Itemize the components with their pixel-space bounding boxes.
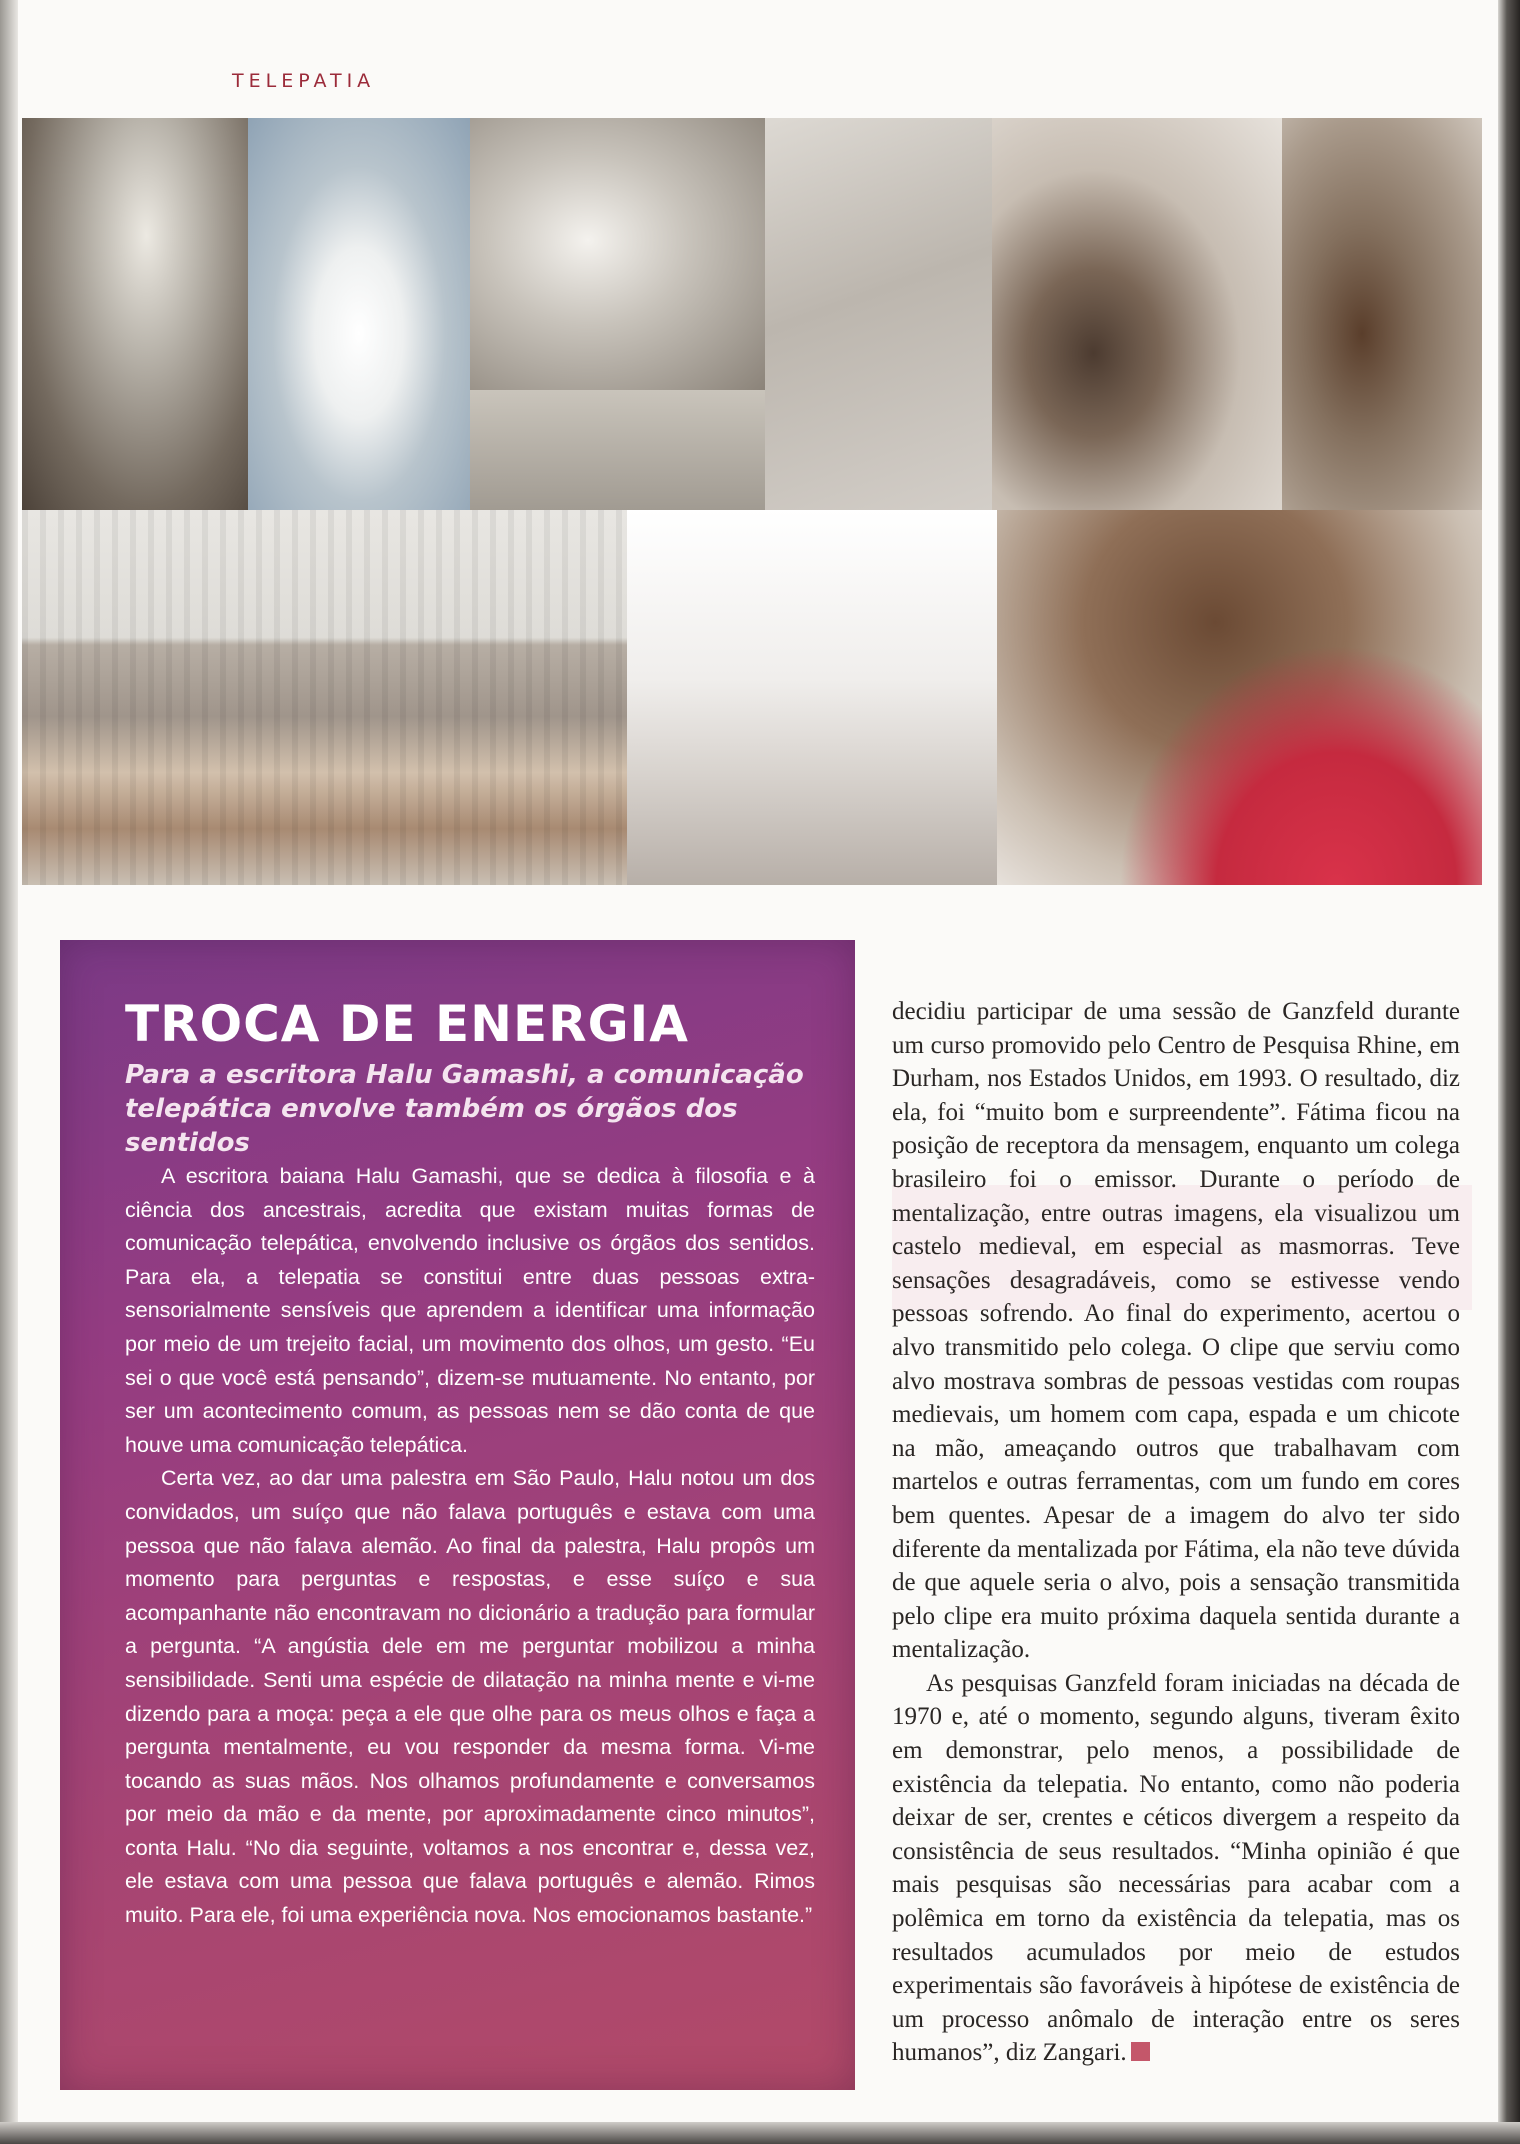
section-label: TELEPATIA xyxy=(232,70,376,92)
sidebar-paragraph: A escritora baiana Halu Gamashi, que se dedica à filosofia e à ciência dos ancestrais, acredita que existam muitas formas de comunicação telepática, envolvendo inclusive os órgãos dos sentidos. Para ela, a telepatia se constitui entre duas pessoas extra-sensorialmente sensíveis que aprendem a identificar uma informação por meio de um trejeito facial, um movimento dos olhos, um gesto. “Eu sei o que você está pensando”, dizem-se mutuamente. No entanto, por ser um acontecimento comum, as pessoas nem se dão conta de que houve uma comunicação telepática. xyxy=(125,1164,815,1457)
article-paragraph: decidiu participar de uma sessão de Ganzfeld durante um curso promovido pelo Centro de Pesquisa Rhine, em Durham, nos Estados Unidos, em 1993. O resultado, diz ela, foi “muito bom e surpreendente”. Fátima ficou na posição de receptora da mensagem, enquanto um colega brasileiro foi o emissor. Durante o período de mentalização, entre outras imagens, ela visualizou um castelo medieval, em especial as masmorras. Teve sensações desagradáveis, como se estivesse vendo pessoas sofrendo. Ao final do experimento, acertou o alvo transmitido pelo colega. O clipe que serviu como alvo mostrava sombras de pessoas vestidas com roupas medievais, um homem com capa, espada e um chicote na mão, ameaçando outros que trabalhavam com martelos e outras ferramentas, com um fundo em cores bem quentes. Apesar de a imagem do alvo ter sido diferente da mentalizada por Fátima, ela não teve dúvida de que aquele seria o alvo, pois a sensação transmitida pelo clipe era muito próxima daquela sentida durante a mentalização. xyxy=(892,998,1460,1664)
photo-collage xyxy=(0,0,1520,900)
sidebar-subtitle: Para a escritora Halu Gamashi, a comunicação telepática envolve também os órgãos dos sentidos xyxy=(125,1060,804,1158)
cloud-photo-tile xyxy=(470,118,765,390)
sidebar-title: TROCA DE ENERGIA xyxy=(125,995,689,1053)
article-paragraph-last xyxy=(892,1667,1460,2070)
end-mark-icon xyxy=(1131,2042,1150,2061)
scan-bottom-edge xyxy=(0,2122,1520,2144)
cloud-photo-tile xyxy=(248,118,470,510)
article-column xyxy=(892,995,1460,2070)
face-silhouette-photo-tile xyxy=(1282,118,1482,510)
blurred-city-photo xyxy=(627,510,997,885)
cloud-photo-tile xyxy=(470,390,765,510)
page-binding-shadow xyxy=(1498,0,1520,2144)
sidebar-paragraph: Certa vez, ao dar uma palestra em São Paulo, Halu notou um dos convidados, um suíço que não falava português e estava com uma pessoa que não falava alemão. Ao final da palestra, Halu propôs um momento para perguntas e respostas, e esse suíço e sua acompanhante não encontravam no dicionário a tradução para formular a pergunta. “A angústia dele em me perguntar mobilizou a minha sensibilidade. Senti uma espécie de dilatação na minha mente e vi-me dizendo para a moça: peça a ele que olhe para os meus olhos e faça a pergunta mentalmente, eu vou responder da mesma forma. Vi-me tocando as suas mãos. Nos olhamos profundamente e conversamos por meio da mão e da mente, por aproximadamente cinco minutos”, conta Halu. “No dia seguinte, voltamos a nos encontrar e, dessa vez, ele estava com uma pessoa que falava português e alemão. Rimos muito. Para ele, foi uma experiência nova. Nos emocionamos bastante.” xyxy=(125,1466,815,1928)
portrait-profile-photo xyxy=(997,510,1482,885)
city-skyline-photo xyxy=(22,510,627,885)
cloud-photo-tile xyxy=(765,118,992,510)
face-silhouette-photo-tile xyxy=(992,118,1282,510)
cloud-photo-tile xyxy=(22,118,248,510)
sidebar-body xyxy=(125,1160,815,1933)
article-paragraph-text: As pesquisas Ganzfeld foram iniciadas na década de 1970 e, até o momento, segundo alguns, tiveram êxito em demonstrar, pelo menos, a possibilidade de existência da telepatia. No entanto, como não poderia deixar de ser, crentes e céticos divergem a respeito da consistência de seus resultados. “Minha opinião é que mais pesquisas são necessárias para acabar com a polêmica em torno da existência da telepatia, mas os resultados acumulados por meio de estudos experimentais são favoráveis à hipótese de existência de um processo anômalo de interação entre os seres humanos”, diz Zangari. xyxy=(892,1669,1460,2067)
